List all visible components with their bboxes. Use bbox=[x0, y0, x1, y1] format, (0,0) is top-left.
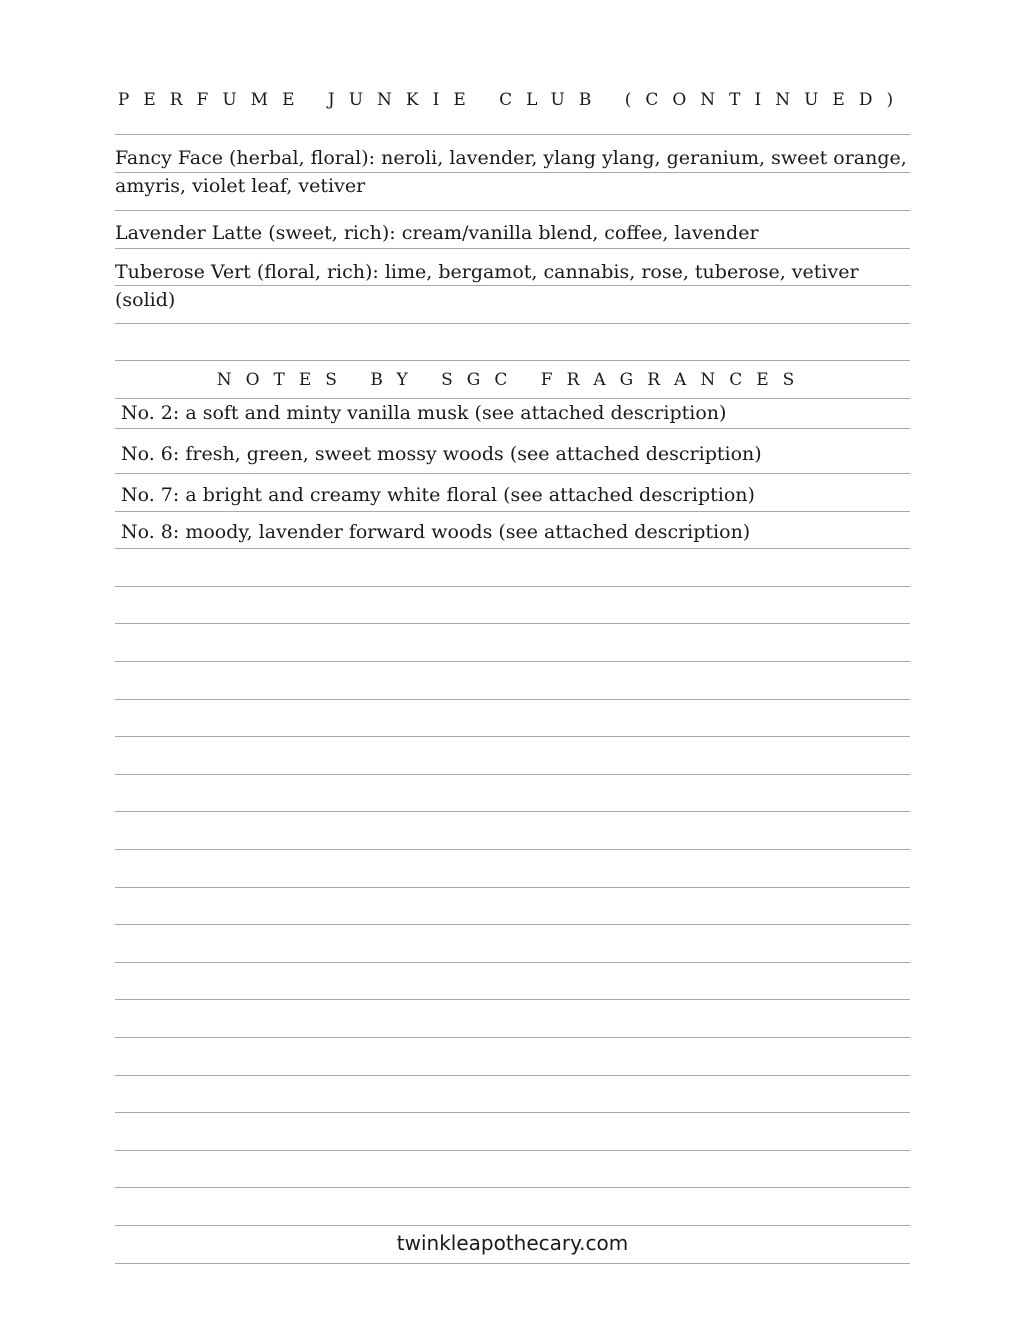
footer-website: twinkleapothecary.com bbox=[396, 1231, 629, 1255]
club-entry-tuberose-vert: Tuberose Vert (floral, rich): lime, bergamot, cannabis, rose, tuberose, vetiver (solid) bbox=[115, 261, 859, 311]
rule-line bbox=[115, 428, 910, 429]
page-title: PERFUME JUNKIE CLUB (CONTINUED) bbox=[117, 90, 908, 110]
rule-line bbox=[115, 473, 910, 474]
rule-line bbox=[115, 849, 910, 850]
rule-line bbox=[115, 360, 910, 361]
rule-line bbox=[115, 887, 910, 888]
sgc-note-no-8: No. 8: moody, lavender forward woods (see attached description) bbox=[121, 521, 751, 543]
rule-line bbox=[115, 924, 910, 925]
sgc-note-no-7: No. 7: a bright and creamy white floral (see attached description) bbox=[121, 484, 755, 506]
rule-line bbox=[115, 548, 910, 549]
sgc-note-no-2: No. 2: a soft and minty vanilla musk (see attached description) bbox=[121, 402, 727, 424]
rule-line bbox=[115, 511, 910, 512]
section-title-sgc: NOTES BY SGC FRAGRANCES bbox=[216, 370, 809, 390]
rule-line bbox=[115, 1263, 910, 1264]
sgc-note-no-6: No. 6: fresh, green, sweet mossy woods (see attached description) bbox=[121, 443, 762, 465]
rule-line bbox=[115, 1075, 910, 1076]
rule-line bbox=[115, 323, 910, 324]
rule-line bbox=[115, 811, 910, 812]
rule-line bbox=[115, 134, 910, 135]
rule-line bbox=[115, 248, 910, 249]
club-entry-fancy-face: Fancy Face (herbal, floral): neroli, lavender, ylang ylang, geranium, sweet orange, amyris, violet leaf, vetiver bbox=[115, 147, 907, 197]
rule-line bbox=[115, 398, 910, 399]
rule-line bbox=[115, 623, 910, 624]
rule-line bbox=[115, 210, 910, 211]
rule-line bbox=[115, 736, 910, 737]
rule-line bbox=[115, 1037, 910, 1038]
rule-line bbox=[115, 962, 910, 963]
rule-line bbox=[115, 1187, 910, 1188]
rule-line bbox=[115, 1225, 910, 1226]
rule-line bbox=[115, 999, 910, 1000]
rule-line bbox=[115, 1150, 910, 1151]
rule-line bbox=[115, 699, 910, 700]
rule-line bbox=[115, 1112, 910, 1113]
club-entry-lavender-latte: Lavender Latte (sweet, rich): cream/vanilla blend, coffee, lavender bbox=[115, 222, 759, 244]
rule-line bbox=[115, 586, 910, 587]
rule-line bbox=[115, 661, 910, 662]
rule-line bbox=[115, 774, 910, 775]
